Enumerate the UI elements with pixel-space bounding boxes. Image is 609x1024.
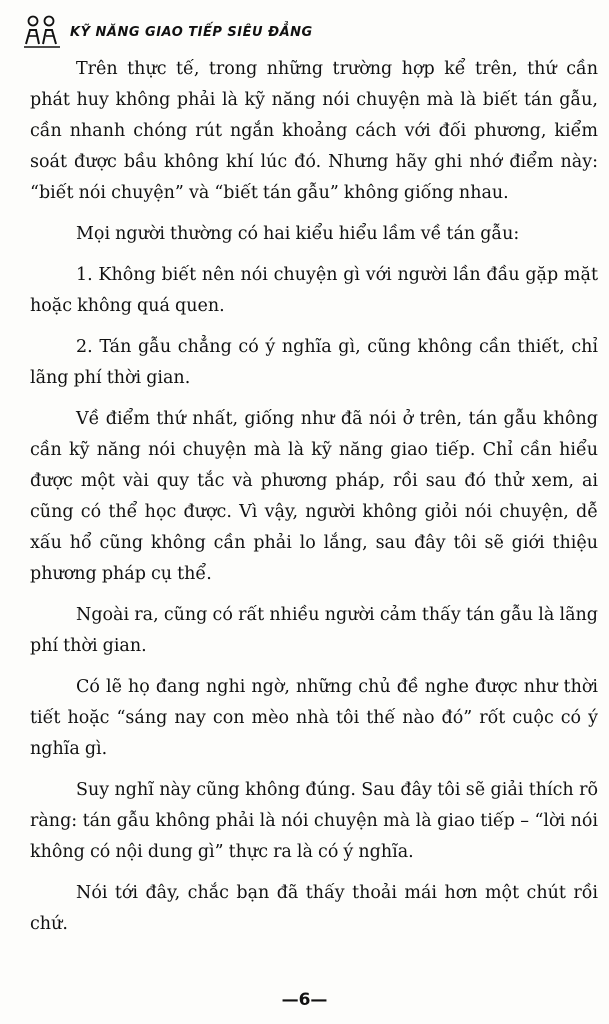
body-text xyxy=(30,54,598,950)
running-head-title: KỸ NĂNG GIAO TIẾP SIÊU ĐẲNG xyxy=(70,24,313,40)
paragraph: Về điểm thứ nhất, giống như đã nói ở trên, tán gẫu không cần kỹ năng nói chuyện mà là kỹ năng giao tiếp. Chỉ cần hiểu được một vài quy tắc và phương pháp, rồi sau đó thử xem, ai cũng có thể học được. Vì vậy, người không giỏi nói chuyện, dễ xấu hổ cũng không cần phải lo lắng, sau đây tôi sẽ giới thiệu phương pháp cụ thể. xyxy=(30,409,598,584)
paragraph: 2. Tán gẫu chẳng có ý nghĩa gì, cũng không cần thiết, chỉ lãng phí thời gian. xyxy=(30,337,598,388)
paragraph: Suy nghĩ này cũng không đúng. Sau đây tôi sẽ giải thích rõ ràng: tán gẫu không phải là nói chuyện mà là giao tiếp – “lời nói không có nội dung gì” thực ra là có ý nghĩa. xyxy=(30,780,598,862)
paragraph: Mọi người thường có hai kiểu hiểu lầm về tán gẫu: xyxy=(76,224,520,244)
paragraph: Có lẽ họ đang nghi ngờ, những chủ đề nghe được như thời tiết hoặc “sáng nay con mèo nhà tôi thế nào đó” rốt cuộc có ý nghĩa gì. xyxy=(30,677,598,759)
paragraph: 1. Không biết nên nói chuyện gì với người lần đầu gặp mặt hoặc không quá quen. xyxy=(30,265,598,316)
paragraph: Trên thực tế, trong những trường hợp kể trên, thứ cần phát huy không phải là kỹ năng nói chuyện mà là biết tán gẫu, cần nhanh chóng rút ngắn khoảng cách với đối phương, kiểm soát được bầu không khí lúc đó. Nhưng hãy ghi nhớ điểm này: “biết nói chuyện” và “biết tán gẫu” không giống nhau. xyxy=(30,59,598,203)
paragraph: Ngoài ra, cũng có rất nhiều người cảm thấy tán gẫu là lãng phí thời gian. xyxy=(30,605,598,656)
page-number: —6— xyxy=(281,990,328,1010)
paragraph: Nói tới đây, chắc bạn đã thấy thoải mái hơn một chút rồi chứ. xyxy=(30,883,598,934)
running-head xyxy=(22,14,313,50)
two-people-icon xyxy=(22,14,62,50)
